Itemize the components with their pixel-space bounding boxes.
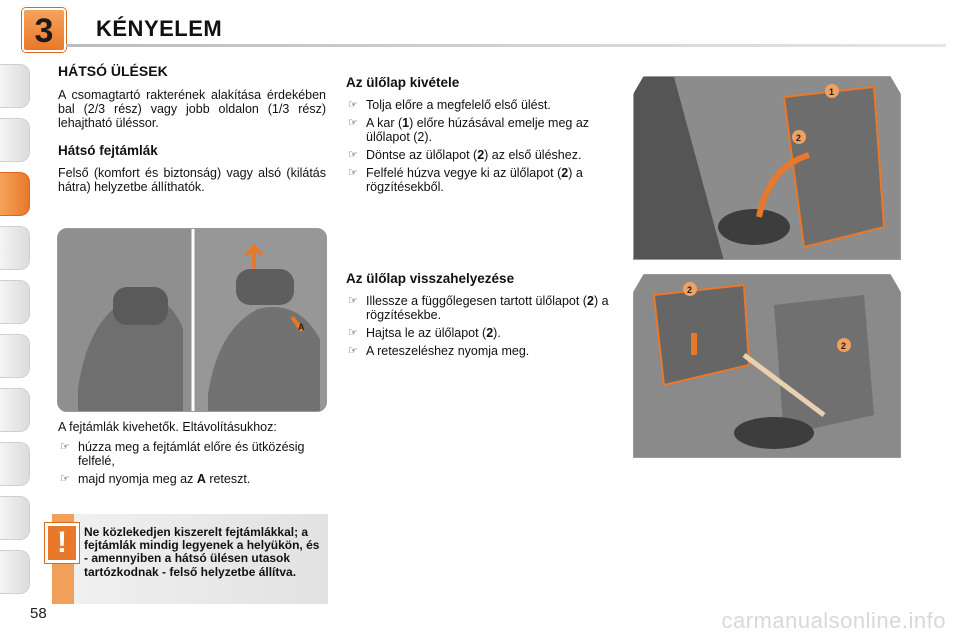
pointing-hand-icon: ☞ bbox=[348, 99, 358, 111]
list-item: ☞ A reteszeléshez nyomja meg. bbox=[348, 344, 530, 358]
removal-paragraph: A fejtámlák kivehetők. Eltávolításukhoz: bbox=[58, 420, 277, 434]
seat-removal-illustration bbox=[634, 77, 901, 260]
latch-label: A bbox=[298, 322, 305, 332]
warning-icon: ! bbox=[45, 523, 79, 563]
pointing-hand-icon: ☞ bbox=[348, 117, 358, 129]
seat-removal-photo bbox=[633, 76, 901, 260]
list-item: ☞ Tolja előre a megfelelő első ülést. bbox=[348, 98, 551, 112]
seat-replace-section bbox=[346, 272, 616, 362]
pointing-hand-icon: ☞ bbox=[348, 149, 358, 161]
headrest-photo bbox=[57, 228, 327, 412]
pointing-hand-icon: ☞ bbox=[348, 345, 358, 357]
list-item: ☞ A kar (1) előre húzásával emelje meg az ülőlapot (2). bbox=[348, 116, 590, 144]
pointing-hand-icon: ☞ bbox=[60, 441, 70, 453]
chapter-tab[interactable] bbox=[0, 442, 30, 486]
list-item: ☞ húzza meg a fejtámlát előre és ütközésig felfelé, bbox=[60, 440, 305, 468]
pointing-hand-icon: ☞ bbox=[60, 473, 70, 485]
section-heading: HÁTSÓ ÜLÉSEK bbox=[58, 63, 168, 79]
chapter-tab[interactable] bbox=[0, 334, 30, 378]
seat-removal-section bbox=[346, 76, 616, 198]
callout-2: 2 bbox=[841, 341, 847, 351]
chapter-tabs bbox=[0, 64, 34, 574]
page-number: 58 bbox=[30, 605, 47, 622]
seat-replace-illustration bbox=[634, 275, 901, 458]
callout-1: 1 bbox=[829, 87, 835, 97]
warning-text: Ne közlekedjen kiszerelt fejtámlákkal; a fejtámlák mindig legyenek a helyükön, és - amennyiben a hátsó ülésen utasok tartózkodnak - felső helyzetbe állítva. bbox=[84, 525, 320, 579]
list-item: ☞ Felfelé húzva vegye ki az ülőlapot (2) a rögzítésekből. bbox=[348, 166, 583, 194]
left-column bbox=[58, 64, 326, 200]
headrests-heading: Hátsó fejtámlák bbox=[58, 143, 158, 158]
chapter-tab[interactable] bbox=[0, 118, 30, 162]
chapter-badge: 3 bbox=[22, 8, 66, 52]
chapter-tab[interactable] bbox=[0, 550, 30, 594]
chapter-title: KÉNYELEM bbox=[96, 16, 223, 41]
removal-section bbox=[58, 420, 326, 490]
intro-paragraph: A csomagtartó rakterének alakítása érdekében bal (2/3 rész) vagy jobb oldalon (1/3 rész) lehajtható üléssor. bbox=[58, 88, 326, 130]
callout-2: 2 bbox=[687, 285, 693, 295]
pointing-hand-icon: ☞ bbox=[348, 167, 358, 179]
callout-2: 2 bbox=[796, 133, 802, 143]
chapter-tab-active[interactable] bbox=[0, 172, 30, 216]
header bbox=[0, 0, 960, 52]
list-item: ☞ Döntse az ülőlapot (2) az első üléshez. bbox=[348, 148, 582, 162]
list-item: ☞ Hajtsa le az ülőlapot (2). bbox=[348, 326, 501, 340]
headrest-illustration bbox=[58, 229, 327, 412]
seat-replace-heading: Az ülőlap visszahelyezése bbox=[346, 271, 515, 286]
seat-replace-photo bbox=[633, 274, 901, 458]
pointing-hand-icon: ☞ bbox=[348, 327, 358, 339]
chapter-tab[interactable] bbox=[0, 280, 30, 324]
list-item: ☞ Illessze a függőlegesen tartott ülőlapot (2) a rögzítésekbe. bbox=[348, 294, 609, 322]
header-divider bbox=[66, 44, 946, 47]
seat-removal-heading: Az ülőlap kivétele bbox=[346, 75, 460, 90]
chapter-tab[interactable] bbox=[0, 226, 30, 270]
headrests-paragraph: Felső (komfort és biztonság) vagy alsó (kilátás hátra) helyzetbe állíthatók. bbox=[58, 166, 326, 194]
chapter-tab[interactable] bbox=[0, 388, 30, 432]
watermark: carmanualsonline.info bbox=[721, 608, 946, 633]
pointing-hand-icon: ☞ bbox=[348, 295, 358, 307]
chapter-tab[interactable] bbox=[0, 496, 30, 540]
chapter-tab[interactable] bbox=[0, 64, 30, 108]
list-item: ☞ majd nyomja meg az A reteszt. bbox=[60, 472, 251, 486]
